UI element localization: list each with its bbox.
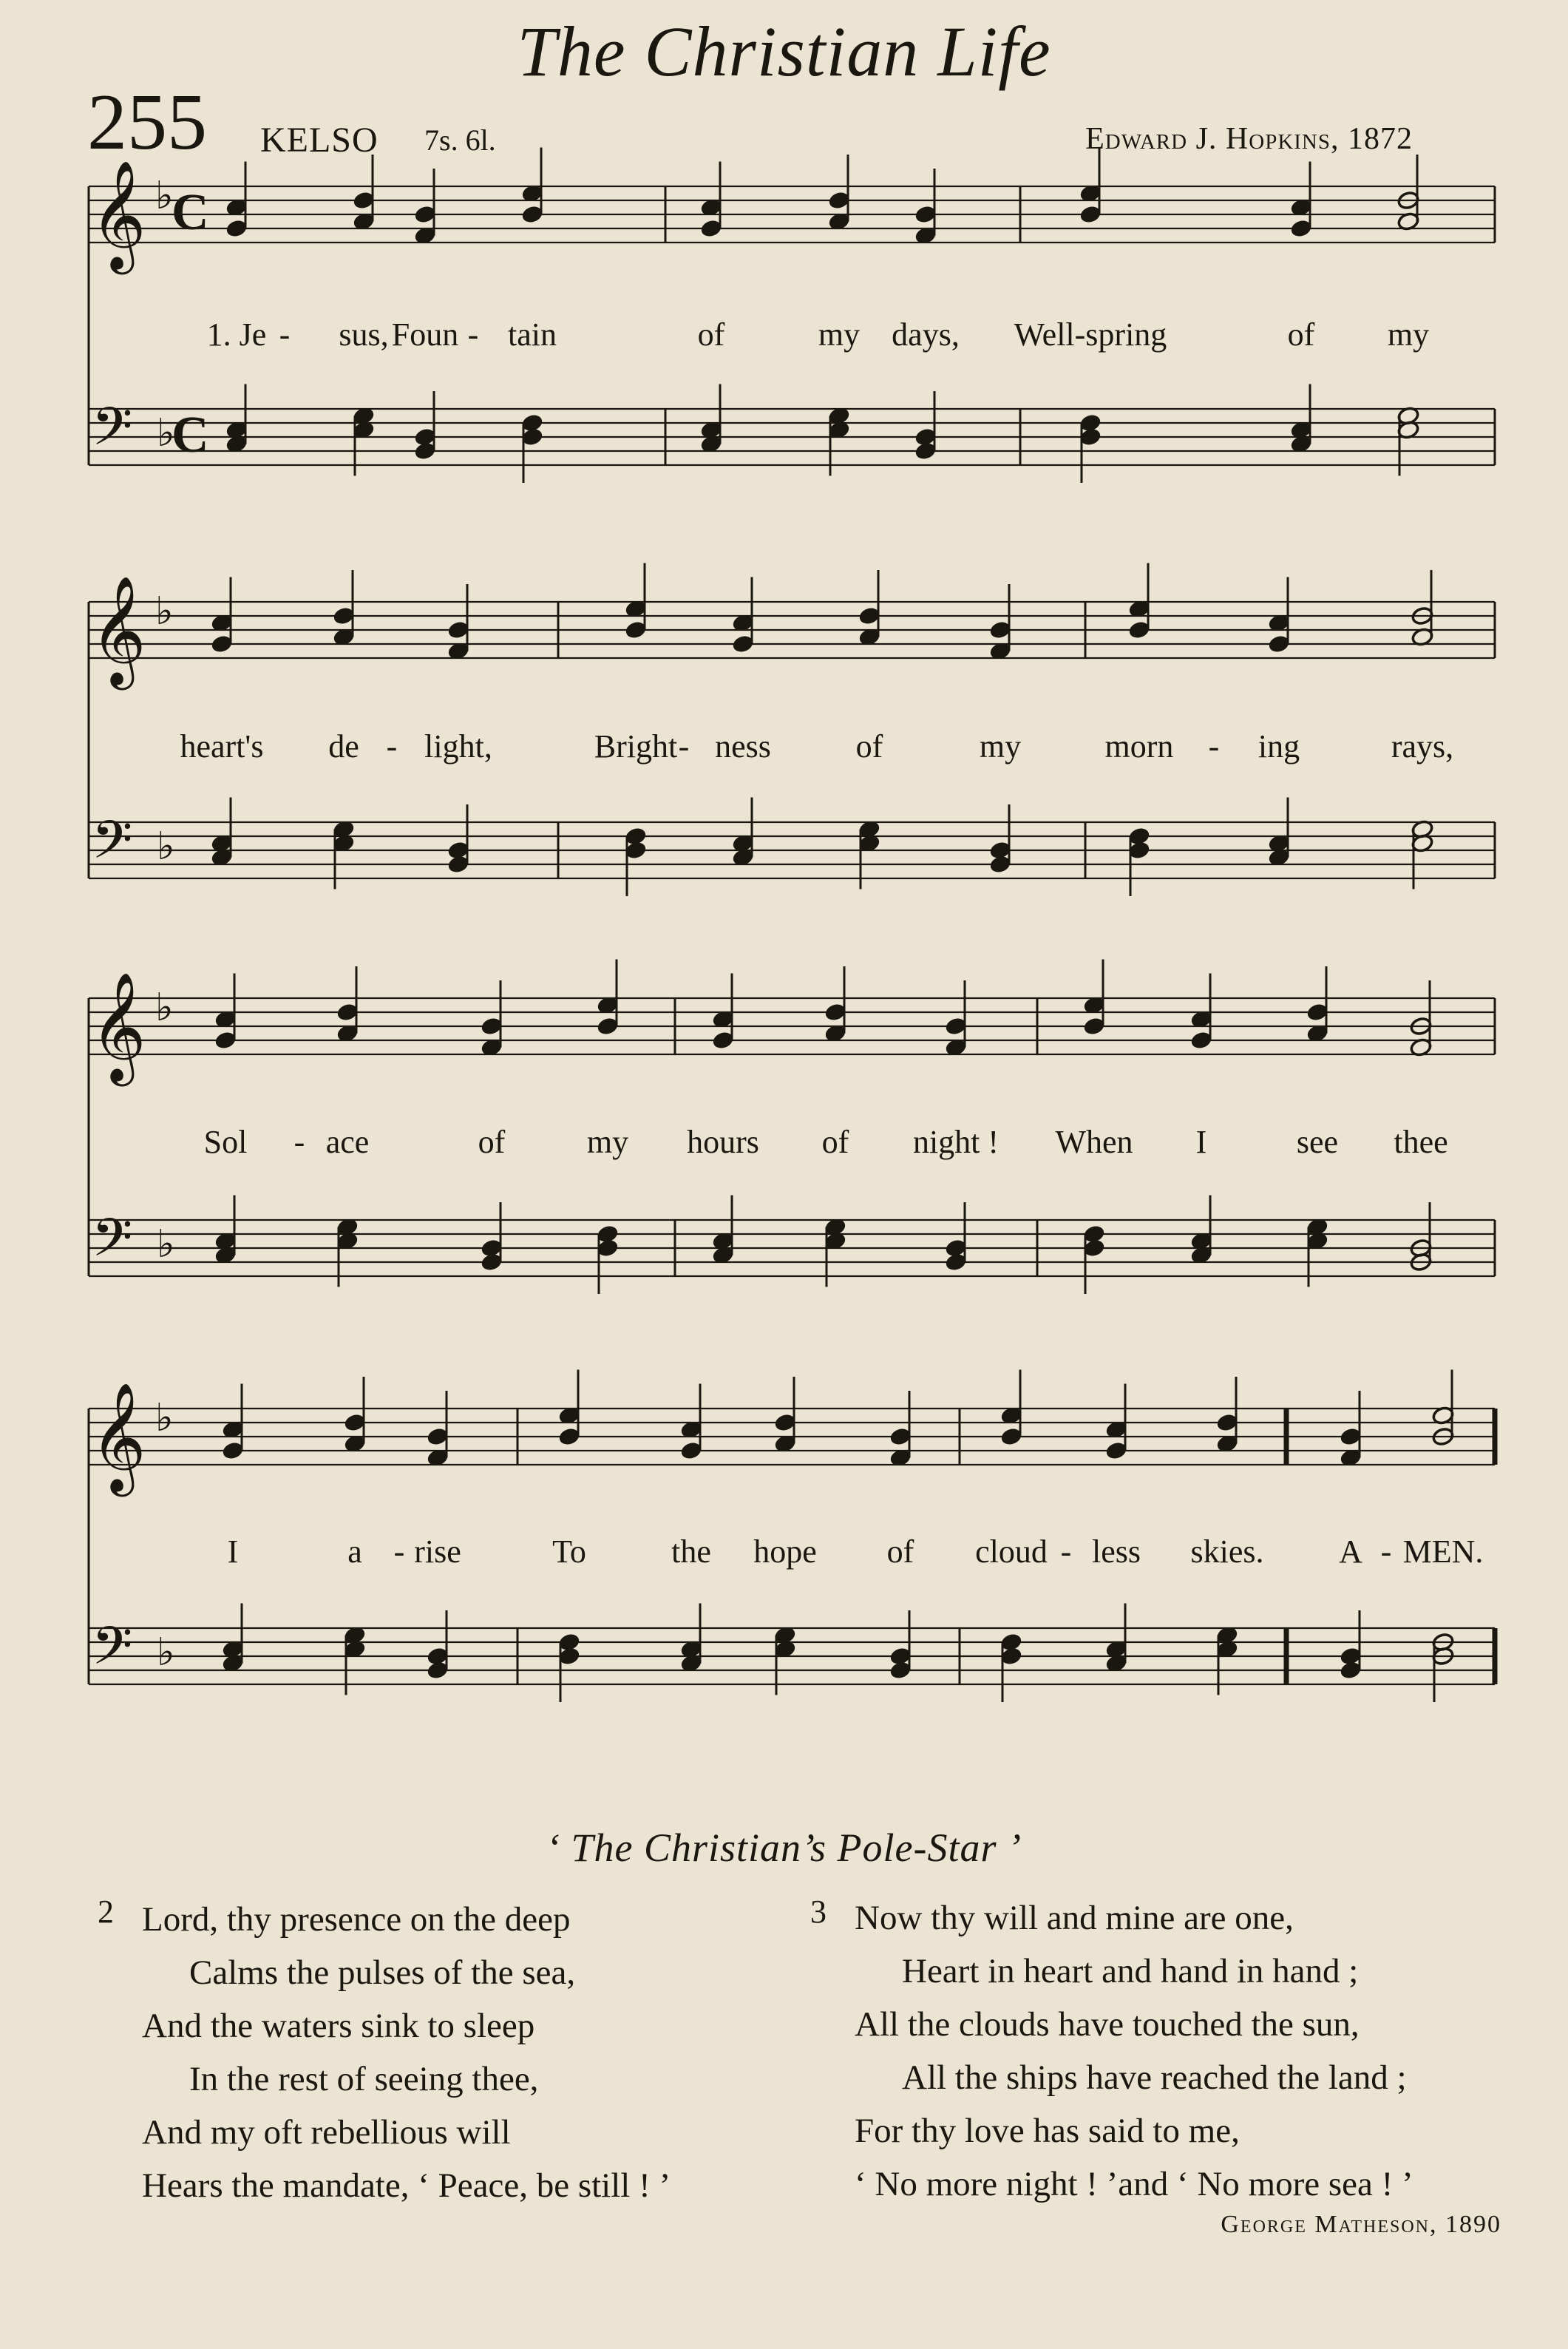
- bass-clef-icon: 𝄢: [92, 396, 133, 470]
- stanza-line: Hears the mandate, ‘ Peace, be still ! ’: [142, 2166, 671, 2205]
- lyric-syllable: -: [1060, 1533, 1072, 1570]
- hymn-number: 255: [87, 78, 207, 166]
- lyric-syllable: of: [886, 1533, 914, 1570]
- lyric-syllable: tain: [508, 316, 557, 353]
- stanza-3-number: 3: [810, 1894, 827, 1930]
- lyric-syllable: my: [586, 1124, 629, 1160]
- lyric-syllable: my: [818, 316, 861, 353]
- flat-sign-icon: ♭: [155, 175, 174, 217]
- lyric-syllable: light,: [424, 728, 492, 765]
- lyric-syllable: -: [678, 728, 690, 765]
- verse-heading: ‘ The Christian’s Pole-Star ’: [546, 1826, 1022, 1870]
- stanza-line: Calms the pulses of the sea,: [189, 1953, 576, 1992]
- lyric-syllable: To: [552, 1533, 586, 1570]
- stanza-line: Now thy will and mine are one,: [855, 1899, 1294, 1937]
- flat-sign-icon: ♭: [155, 1397, 174, 1440]
- lyric-syllable: de: [328, 728, 359, 765]
- lyric-syllable: -: [1208, 728, 1220, 765]
- lyric-syllable: Sol: [203, 1124, 248, 1160]
- flat-sign-icon: ♭: [157, 826, 175, 868]
- lyric-syllable: morn: [1104, 728, 1174, 765]
- page-title: The Christian Life: [517, 12, 1051, 91]
- lyric-syllable: cloud: [975, 1533, 1048, 1570]
- lyric-syllable: hours: [687, 1124, 759, 1160]
- lyric-syllable: heart's: [180, 728, 264, 765]
- bass-clef-icon: 𝄢: [92, 810, 133, 884]
- lyric-syllable: hope: [753, 1533, 817, 1570]
- lyric-syllable: see: [1296, 1124, 1339, 1160]
- lyric-syllable: When: [1055, 1124, 1133, 1160]
- stanza-line: And my oft rebellious will: [142, 2113, 511, 2152]
- treble-clef-icon: 𝄞: [90, 1382, 146, 1492]
- author: George Matheson, 1890: [1221, 2211, 1501, 2238]
- stanza-line: All the clouds have touched the sun,: [855, 2005, 1360, 2044]
- lyric-syllable: of: [821, 1124, 849, 1160]
- flat-sign-icon: ♭: [157, 1224, 175, 1266]
- lyric-syllable: of: [697, 316, 725, 353]
- stanza-line: Heart in heart and hand in hand ;: [902, 1952, 1359, 1990]
- flat-sign-icon: ♭: [157, 413, 175, 455]
- composer: Edward J. Hopkins, 1872: [1085, 122, 1413, 156]
- lyric-syllable: my: [979, 728, 1022, 765]
- lyric-syllable: -: [279, 316, 291, 353]
- lyric-syllable: less: [1092, 1533, 1141, 1570]
- stanza-2: [142, 1893, 671, 2212]
- lyric-syllable: 1. Je: [206, 316, 267, 353]
- tune-name: KELSO: [260, 121, 379, 160]
- lyric-syllable: rays,: [1391, 728, 1454, 765]
- lyric-syllable: ness: [715, 728, 771, 765]
- lyric-syllable: -: [293, 1124, 305, 1160]
- lyric-syllable: ing: [1258, 728, 1300, 765]
- lyric-syllable: ace: [325, 1124, 370, 1160]
- lyric-syllable: Foun: [391, 316, 459, 353]
- stanza-line: ‘ No more night ! ’and ‘ No more sea ! ’: [855, 2165, 1413, 2203]
- lyric-syllable: of: [855, 728, 883, 765]
- stanza-line: And the waters sink to sleep: [142, 2007, 535, 2045]
- stanza-2-number: 2: [98, 1894, 114, 1930]
- lyric-syllable: my: [1387, 316, 1430, 353]
- lyric-syllable: of: [1287, 316, 1315, 353]
- common-time-icon: C: [172, 184, 209, 241]
- lyric-syllable: rise: [414, 1533, 461, 1570]
- lyric-syllable: the: [671, 1533, 711, 1570]
- lyric-syllable: thee: [1394, 1124, 1448, 1160]
- lyric-syllable: -: [393, 1533, 405, 1570]
- treble-clef-icon: 𝄞: [90, 575, 146, 685]
- meter: 7s. 6l.: [424, 123, 496, 157]
- lyric-syllable: days,: [892, 316, 960, 353]
- lyric-syllable: night !: [912, 1124, 999, 1160]
- lyric-syllable: -: [1380, 1533, 1392, 1570]
- treble-clef-icon: 𝄞: [90, 160, 146, 270]
- lyric-syllable: I: [1195, 1124, 1207, 1160]
- flat-sign-icon: ♭: [155, 591, 174, 633]
- lyric-syllable: skies.: [1190, 1533, 1264, 1570]
- flat-sign-icon: ♭: [155, 987, 174, 1029]
- lyric-syllable: Well-spring: [1014, 316, 1167, 353]
- lyric-syllable: of: [478, 1124, 506, 1160]
- lyric-syllable: -: [467, 316, 479, 353]
- stanza-line: In the rest of seeing thee,: [189, 2060, 539, 2098]
- lyric-syllable: I: [227, 1533, 239, 1570]
- flat-sign-icon: ♭: [157, 1632, 175, 1674]
- common-time-icon: C: [172, 407, 209, 464]
- stanza-line: All the ships have reached the land ;: [902, 2058, 1407, 2097]
- stanza-line: Lord, thy presence on the deep: [142, 1900, 571, 1939]
- lyric-syllable: -: [386, 728, 398, 765]
- treble-clef-icon: 𝄞: [90, 972, 146, 1082]
- stanza-line: For thy love has said to me,: [855, 2112, 1240, 2150]
- lyric-syllable: a: [347, 1533, 362, 1570]
- lyric-syllable: A: [1339, 1533, 1362, 1570]
- bass-clef-icon: 𝄢: [92, 1207, 133, 1281]
- lyric-syllable: Bright: [594, 728, 678, 765]
- lyric-syllable: MEN.: [1402, 1533, 1484, 1570]
- lyric-syllable: sus,: [339, 316, 389, 353]
- bass-clef-icon: 𝄢: [92, 1616, 133, 1689]
- stanza-3: [855, 1891, 1413, 2211]
